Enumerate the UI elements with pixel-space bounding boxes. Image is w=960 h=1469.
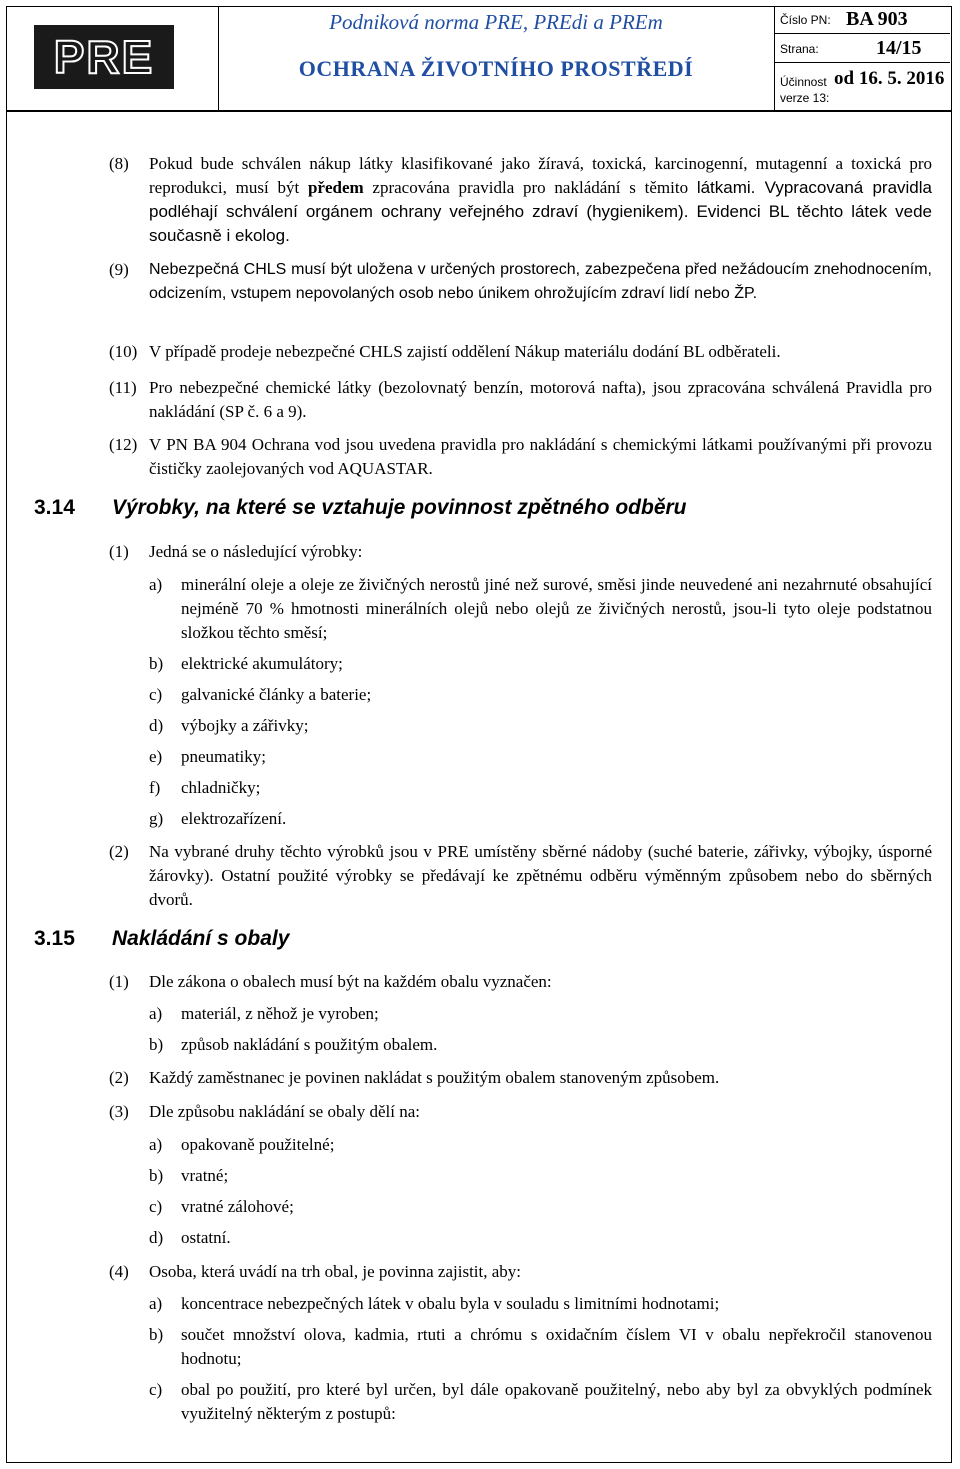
norm-title: Podniková norma PRE, PREdi a PREm: [329, 10, 663, 34]
list-item: způsob nakládání s použitým obalem.: [181, 1035, 438, 1054]
list-item: galvanické články a baterie;: [181, 685, 372, 704]
list-item: materiál, z něhož je vyroben;: [181, 1004, 379, 1023]
ucinnost-row: [774, 62, 950, 110]
list-item: opakovaně použitelné;: [181, 1135, 335, 1154]
item-10-text: V případě prodeje nebezpečné CHLS zajistí oddělení Nákup materiálu dodání BL odběrateli.: [149, 342, 781, 361]
section-315-p4: Osoba, která uvádí na trh obal, je povinna zajistit, aby:: [149, 1262, 522, 1281]
list-label: a): [149, 1004, 163, 1023]
list-item: vratné zálohové;: [181, 1197, 294, 1216]
ucinnost-label: Účinnost: [780, 75, 827, 89]
logo-cell: [6, 6, 219, 110]
section-number: 3.14: [34, 496, 75, 519]
list-item: obal po použití, pro které byl určen, byl dále opakovaně použitelný, nebo aby byl za obvyklých podmínek využitelný některým z postupů:: [181, 1380, 932, 1423]
section-314-p2: Na vybrané druhy těchto výrobků jsou v PRE umístěny sběrné nádoby (suché baterie, zářivky, výbojky, úsporné žárovky). Ostatní použité výrobky se předávají ke zpětnému odběru výměnným způsobem nebo do sběrných dvorů.: [149, 842, 932, 909]
list-item: koncentrace nebezpečných látek v obalu byla v souladu s limitními hodnotami;: [181, 1294, 720, 1313]
list-label: a): [149, 1294, 163, 1313]
list-label: c): [149, 1380, 163, 1399]
section-315-p3: Dle způsobu nakládání se obaly dělí na:: [149, 1102, 420, 1121]
item-number: (2): [109, 842, 129, 861]
list-label: b): [149, 654, 164, 673]
document-header: [6, 6, 952, 112]
list-item: chladničky;: [181, 778, 261, 797]
list-label: c): [149, 1197, 163, 1216]
pre-logo-text: PRE: [53, 31, 155, 83]
section-315-p1: Dle zákona o obalech musí být na každém obalu vyznačen:: [149, 972, 552, 991]
list-item: vratné;: [181, 1166, 229, 1185]
item-number: (2): [109, 1068, 129, 1087]
list-label: e): [149, 747, 163, 766]
item-8-text: Pokud bude schválen nákup látky klasifikované jako žíravá, toxická, karcinogenní, mutagenní a toxická pro reprodukci, musí být předem zpracována pravidla pro nakládání s těmito látkami. Vypracovaná pravidla podléhají schválení orgánem ochrany veřejného zdraví (hygienikem). Evidenci BL těchto látek vede současně i ekolog.: [149, 154, 932, 245]
meta-cell: [774, 6, 950, 110]
list-item: pneumatiky;: [181, 747, 266, 766]
strana-label: Strana:: [780, 42, 819, 56]
list-label: f): [149, 778, 161, 797]
section-number: 3.15: [34, 927, 75, 950]
section-title: Výrobky, na které se vztahuje povinnost zpětného odběru: [112, 496, 687, 519]
list-label: a): [149, 575, 163, 594]
strana-row: [774, 33, 950, 62]
item-number: (4): [109, 1262, 129, 1281]
list-item: elektrozařízení.: [181, 809, 287, 828]
item-number: (10): [109, 342, 138, 361]
item-9-text: Nebezpečná CHLS musí být uložena v určených prostorech, zabezpečena před nežádoucím znehodnocením, odcizením, vstupem nepovolaných osob nebo únikem ohrožujícím zdraví lidí nebo ŽP.: [149, 261, 932, 302]
verze-label: verze 13:: [780, 91, 830, 105]
item-number: (11): [109, 378, 137, 397]
item-12-text: V PN BA 904 Ochrana vod jsou uvedena pravidla pro nakládání s chemickými látkami používanými při provozu čističky zaolejovaných vod AQUASTAR.: [149, 435, 932, 478]
list-item: výbojky a zářivky;: [181, 716, 309, 735]
item-11-text: Pro nebezpečné chemické látky (bezolovnatý benzín, motorová nafta), jsou zpracována schválená Pravidla pro nakládání (SP č. 6 a 9).: [149, 378, 932, 421]
list-label: d): [149, 716, 164, 735]
list-label: d): [149, 1228, 164, 1247]
title-cell: [218, 6, 775, 110]
cislo-value: BA 903: [846, 8, 908, 30]
section-title: Nakládání s obaly: [112, 927, 290, 950]
list-label: c): [149, 685, 163, 704]
item-number: (9): [109, 260, 129, 279]
list-label: b): [149, 1166, 164, 1185]
section-314-p1: Jedná se o následující výrobky:: [149, 542, 363, 561]
item-number: (12): [109, 435, 138, 454]
list-item: minerální oleje a oleje ze živičných nerostů jiné než surové, směsi jinde neuvedené ani nezahrnuté obsahující nejméně 70 % hmotnosti minerálních olejů nebo olejů ze živičných nerostů, jsou-li tyto oleje podstatnou složkou těchto směsí;: [181, 575, 932, 642]
ucinnost-value: od 16. 5. 2016: [834, 68, 945, 89]
section-315-p2: Každý zaměstnanec je povinen nakládat s použitým obalem stanoveným způsobem.: [149, 1068, 720, 1087]
item-number: (1): [109, 542, 129, 561]
list-label: b): [149, 1325, 164, 1344]
list-label: a): [149, 1135, 163, 1154]
strana-value: 14/15: [876, 37, 922, 59]
cislo-label: Číslo PN:: [780, 13, 831, 27]
item-number: (3): [109, 1102, 129, 1121]
item-number: (8): [109, 154, 129, 173]
pre-logo: [34, 25, 174, 89]
list-item: ostatní.: [181, 1228, 231, 1247]
cislo-row: [774, 6, 950, 33]
list-label: b): [149, 1035, 164, 1054]
list-item: součet množství olova, kadmia, rtuti a chrómu s oxidačním číslem VI v obalu nepřekročil stanovenou hodnotu;: [181, 1325, 932, 1368]
item-number: (1): [109, 972, 129, 991]
document-title: OCHRANA ŽIVOTNÍHO PROSTŘEDÍ: [298, 56, 694, 81]
list-label: g): [149, 809, 164, 828]
list-item: elektrické akumulátory;: [181, 654, 343, 673]
